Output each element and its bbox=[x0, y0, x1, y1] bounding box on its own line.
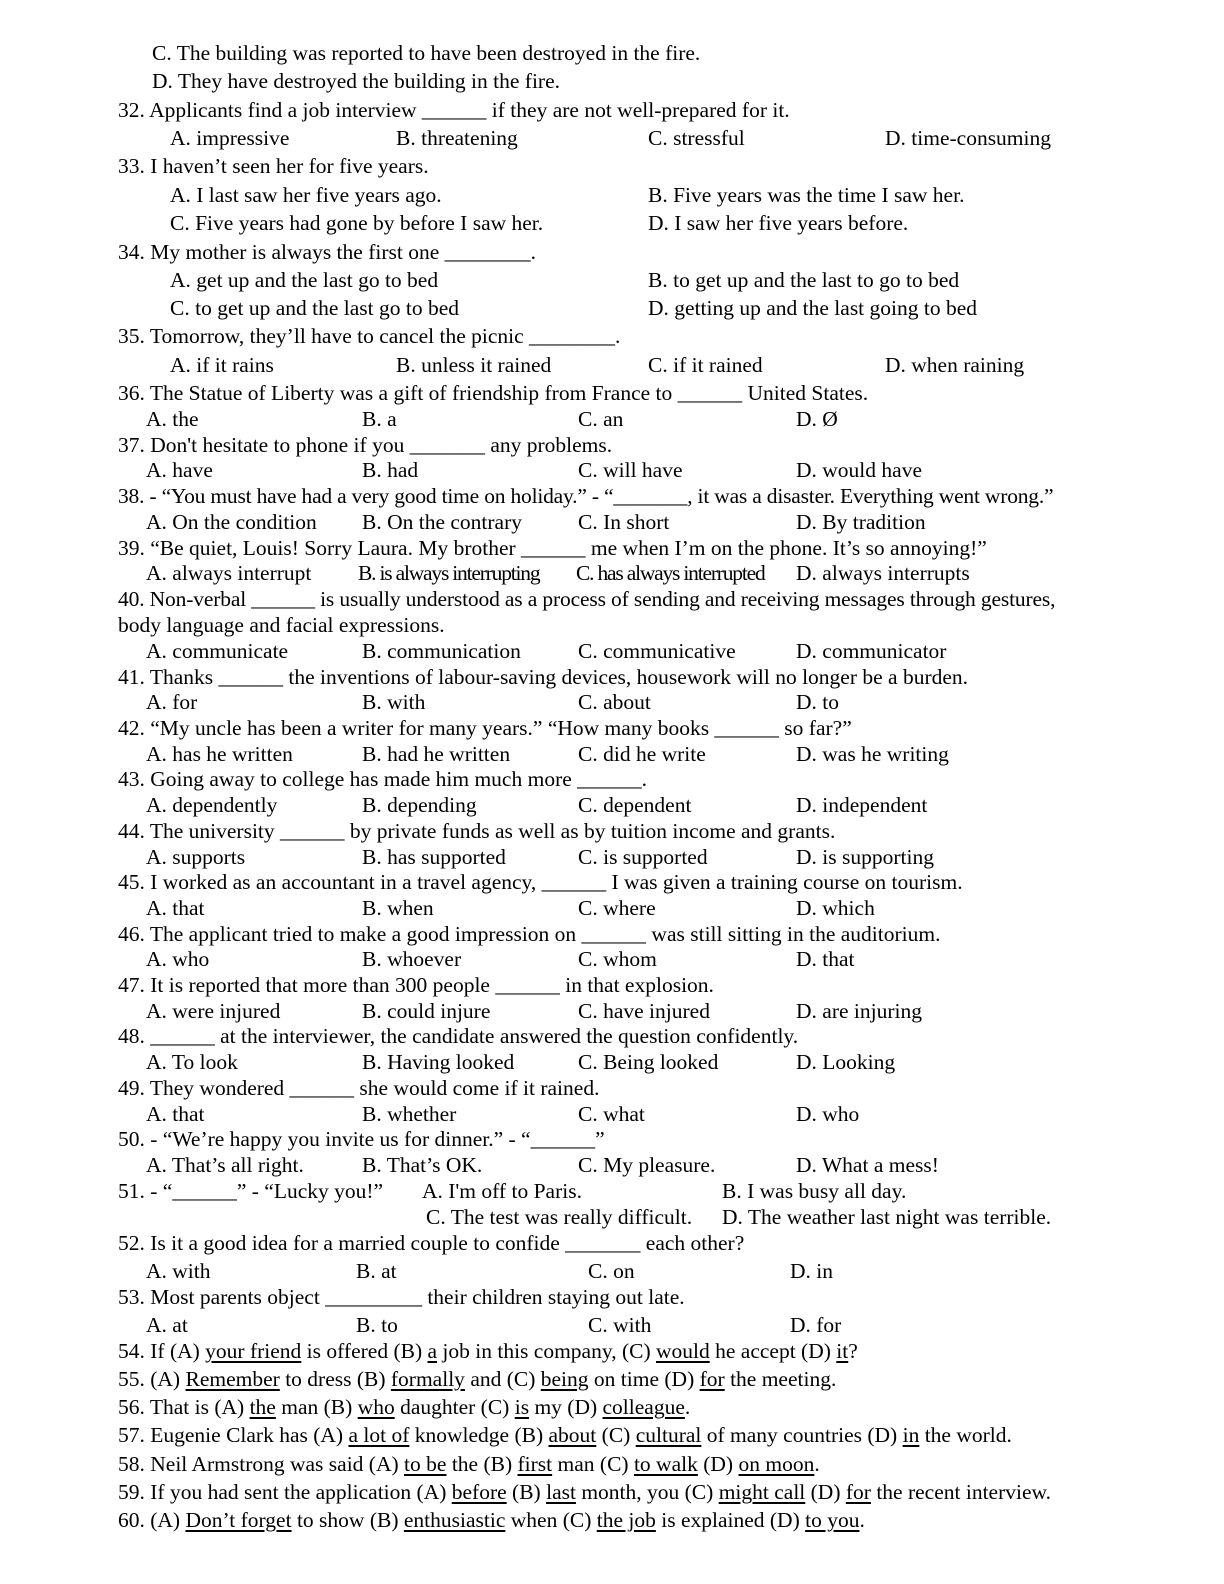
option-c: C. is supported bbox=[578, 845, 708, 869]
option-a: A. get up and the last go to bed bbox=[170, 268, 439, 292]
option-b: B. threatening bbox=[396, 126, 518, 150]
text: man (B) bbox=[275, 1395, 358, 1419]
option-a: A. That’s all right. bbox=[146, 1153, 304, 1177]
option-b: B. to bbox=[356, 1313, 398, 1337]
text: on time (D) bbox=[588, 1367, 700, 1391]
text: month, you (C) bbox=[575, 1480, 719, 1504]
text: of many countries (D) bbox=[701, 1423, 903, 1447]
question-51: 51. - “______” - “Lucky you!” bbox=[118, 1179, 384, 1203]
underlined-b: a bbox=[427, 1339, 438, 1363]
question-33: 33. I haven’t seen her for five years. bbox=[118, 154, 429, 178]
text: the (B) bbox=[446, 1452, 518, 1476]
option-c: C. an bbox=[578, 407, 624, 431]
underlined-d: in bbox=[902, 1423, 920, 1447]
question-41: 41. Thanks ______ the inventions of labour-saving devices, housework will no longer be a burden. bbox=[118, 665, 969, 689]
underlined-d: it bbox=[836, 1339, 849, 1363]
option-a: A. with bbox=[146, 1259, 211, 1283]
question-50: 50. - “We’re happy you invite us for dinner.” - “______” bbox=[118, 1127, 605, 1151]
question-44: 44. The university ______ by private funds as well as by tuition income and grants. bbox=[118, 819, 836, 843]
option-d: D. that bbox=[796, 947, 855, 971]
underlined-c: would bbox=[656, 1339, 710, 1363]
option-a: A. I'm off to Paris. bbox=[422, 1179, 582, 1203]
text: man (C) bbox=[552, 1452, 634, 1476]
question-51-row bbox=[0, 1178, 1224, 1204]
option-c: C. In short bbox=[578, 510, 670, 534]
options-42 bbox=[0, 741, 1224, 767]
text: (B) bbox=[506, 1480, 547, 1504]
text: my (D) bbox=[529, 1395, 603, 1419]
option-c: C. My pleasure. bbox=[578, 1153, 716, 1177]
question-46: 46. The applicant tried to make a good impression on ______ was still sitting in the auditorium. bbox=[118, 922, 941, 946]
option-b: B. Having looked bbox=[362, 1050, 515, 1074]
option-b: B. whether bbox=[362, 1102, 457, 1126]
option-b: B. had he written bbox=[362, 742, 511, 766]
option-c: C. if it rained bbox=[648, 353, 763, 377]
options-47 bbox=[0, 998, 1224, 1024]
option-b: B. depending bbox=[362, 793, 477, 817]
options-37 bbox=[0, 457, 1224, 483]
option-d: D. which bbox=[796, 896, 875, 920]
text: . bbox=[684, 1395, 691, 1419]
option-a: A. always interrupt bbox=[146, 561, 312, 585]
option-d: D. to bbox=[796, 690, 839, 714]
option-b: B. with bbox=[362, 690, 426, 714]
question-54 bbox=[118, 1338, 858, 1364]
options-33 bbox=[0, 210, 1224, 236]
options-33 bbox=[0, 182, 1224, 208]
options-43 bbox=[0, 792, 1224, 818]
option-b: B. whoever bbox=[362, 947, 462, 971]
options-49 bbox=[0, 1101, 1224, 1127]
underlined-b: first bbox=[517, 1452, 553, 1476]
option-b: B. On the contrary bbox=[362, 510, 523, 534]
option-a: A. To look bbox=[146, 1050, 238, 1074]
options-35 bbox=[0, 352, 1224, 378]
text: when (C) bbox=[505, 1508, 597, 1532]
option-a: A. at bbox=[146, 1313, 188, 1337]
text: to show (B) bbox=[291, 1508, 404, 1532]
text: 57. Eugenie Clark has (A) bbox=[118, 1423, 349, 1447]
option-a: A. the bbox=[146, 407, 199, 431]
option-d: D. when raining bbox=[885, 353, 1025, 377]
options-34 bbox=[0, 295, 1224, 321]
option-a: A. dependently bbox=[146, 793, 278, 817]
question-39: 39. “Be quiet, Louis! Sorry Laura. My brother ______ me when I’m on the phone. It’s so annoying!” bbox=[118, 536, 987, 560]
option-c-text: C. has always interrupted bbox=[576, 561, 765, 585]
options-45 bbox=[0, 895, 1224, 921]
option-d: D. always interrupts bbox=[796, 561, 970, 585]
option-b: B. at bbox=[356, 1259, 397, 1283]
option-d: D. The weather last night was terrible. bbox=[722, 1205, 1052, 1229]
text: job in this company, (C) bbox=[437, 1339, 656, 1363]
options-34 bbox=[0, 267, 1224, 293]
option-a: A. were injured bbox=[146, 999, 281, 1023]
text: knowledge (B) bbox=[409, 1423, 549, 1447]
text: 59. If you had sent the application (A) bbox=[118, 1480, 452, 1504]
options-41 bbox=[0, 689, 1224, 715]
question-38: 38. - “You must have had a very good time on holiday.” - “_______, it was a disaster. Everything went wrong.” bbox=[118, 484, 1054, 508]
text: (C) bbox=[596, 1423, 636, 1447]
option-c: C. dependent bbox=[578, 793, 692, 817]
question-59 bbox=[118, 1479, 1051, 1505]
text: is explained (D) bbox=[655, 1508, 806, 1532]
underlined-d: colleague bbox=[602, 1395, 685, 1419]
underlined-d: to you bbox=[805, 1508, 860, 1532]
options-36 bbox=[0, 406, 1224, 432]
options-50 bbox=[0, 1152, 1224, 1178]
question-60 bbox=[118, 1507, 865, 1533]
question-34: 34. My mother is always the first one ________. bbox=[118, 240, 537, 264]
text: (D) bbox=[805, 1480, 846, 1504]
option-d: D. are injuring bbox=[796, 999, 922, 1023]
options-44 bbox=[0, 844, 1224, 870]
option-a: A. who bbox=[146, 947, 210, 971]
option-c: C. Being looked bbox=[578, 1050, 719, 1074]
text: the meeting. bbox=[724, 1367, 837, 1391]
option-c: C. have injured bbox=[578, 999, 710, 1023]
underlined-d: on moon bbox=[738, 1452, 815, 1476]
option-b: B. when bbox=[362, 896, 434, 920]
text: daughter (C) bbox=[394, 1395, 515, 1419]
question-32: 32. Applicants find a job interview ______ if they are not well-prepared for it. bbox=[118, 98, 790, 122]
options-40 bbox=[0, 638, 1224, 664]
text: he accept (D) bbox=[709, 1339, 837, 1363]
option-d: D. Looking bbox=[796, 1050, 896, 1074]
option-c: C. will have bbox=[578, 458, 683, 482]
options-51 bbox=[0, 1204, 1224, 1230]
text: (D) bbox=[697, 1452, 739, 1476]
option-c: C. did he write bbox=[578, 742, 706, 766]
underlined-b: enthusiastic bbox=[403, 1508, 506, 1532]
option-c: C. The test was really difficult. bbox=[426, 1205, 693, 1229]
question-35: 35. Tomorrow, they’ll have to cancel the picnic ________. bbox=[118, 324, 621, 348]
option-d: D. Ø bbox=[796, 407, 838, 431]
underlined-b: who bbox=[357, 1395, 395, 1419]
question-53: 53. Most parents object _________ their children staying out late. bbox=[118, 1285, 685, 1309]
option-c: C. with bbox=[588, 1313, 652, 1337]
text: 56. That is (A) bbox=[118, 1395, 250, 1419]
text: the recent interview. bbox=[870, 1480, 1052, 1504]
underlined-a: Don’t forget bbox=[185, 1508, 292, 1532]
options-46 bbox=[0, 946, 1224, 972]
option-d: D. who bbox=[796, 1102, 860, 1126]
option-a: A. On the condition bbox=[146, 510, 317, 534]
underlined-d: for bbox=[845, 1480, 871, 1504]
option-a: A. has he written bbox=[146, 742, 293, 766]
option-d: D. I saw her five years before. bbox=[648, 211, 909, 235]
option-a: A. for bbox=[146, 690, 198, 714]
option-b: B. Five years was the time I saw her. bbox=[648, 183, 965, 207]
text: 55. (A) bbox=[118, 1367, 186, 1391]
underlined-c: being bbox=[540, 1367, 589, 1391]
option-b: B. could injure bbox=[362, 999, 491, 1023]
option-b: B. a bbox=[362, 407, 397, 431]
option-d: D. for bbox=[790, 1313, 842, 1337]
text: ? bbox=[848, 1339, 858, 1363]
option-b: B. unless it rained bbox=[396, 353, 552, 377]
option-a: A. have bbox=[146, 458, 213, 482]
underlined-c: the job bbox=[596, 1508, 656, 1532]
underlined-c: is bbox=[514, 1395, 530, 1419]
text: the world. bbox=[919, 1423, 1012, 1447]
option-c: C. about bbox=[578, 690, 651, 714]
option-line: D. They have destroyed the building in the fire. bbox=[152, 69, 560, 93]
option-d: D. in bbox=[790, 1259, 833, 1283]
question-45: 45. I worked as an accountant in a travel agency, ______ I was given a training course on tourism. bbox=[118, 870, 963, 894]
option-b: B. That’s OK. bbox=[362, 1153, 483, 1177]
underlined-a: before bbox=[451, 1480, 507, 1504]
underlined-a: the bbox=[249, 1395, 276, 1419]
underlined-b: formally bbox=[390, 1367, 465, 1391]
underlined-c: cultural bbox=[635, 1423, 702, 1447]
question-36: 36. The Statue of Liberty was a gift of friendship from France to ______ United States. bbox=[118, 381, 869, 405]
option-d: D. getting up and the last going to bed bbox=[648, 296, 978, 320]
options-39 bbox=[0, 560, 1224, 586]
option-c: C. communicative bbox=[578, 639, 736, 663]
question-52: 52. Is it a good idea for a married couple to confide _______ each other? bbox=[118, 1231, 745, 1255]
option-line: C. The building was reported to have been destroyed in the fire. bbox=[152, 41, 701, 65]
option-c: C. to get up and the last go to bed bbox=[170, 296, 460, 320]
text: . bbox=[859, 1508, 865, 1532]
option-b: B. I was busy all day. bbox=[722, 1179, 907, 1203]
text: 60. (A) bbox=[118, 1508, 186, 1532]
option-c bbox=[576, 560, 765, 586]
question-56 bbox=[118, 1394, 690, 1420]
option-b: B. communication bbox=[362, 639, 521, 663]
option-d: D. was he writing bbox=[796, 742, 949, 766]
underlined-c: might call bbox=[718, 1480, 806, 1504]
option-c: C. what bbox=[578, 1102, 645, 1126]
question-40: 40. Non-verbal ______ is usually understood as a process of sending and receiving messages through gestures, bbox=[118, 587, 1056, 611]
option-d: D. is supporting bbox=[796, 845, 934, 869]
option-a: A. if it rains bbox=[170, 353, 274, 377]
option-a: A. communicate bbox=[146, 639, 289, 663]
option-c: C. stressful bbox=[648, 126, 745, 150]
question-55 bbox=[118, 1366, 836, 1392]
option-a: A. that bbox=[146, 1102, 205, 1126]
options-32 bbox=[0, 125, 1224, 151]
question-43: 43. Going away to college has made him much more ______. bbox=[118, 767, 648, 791]
option-d: D. What a mess! bbox=[796, 1153, 939, 1177]
option-b bbox=[358, 560, 539, 586]
text: and (C) bbox=[464, 1367, 541, 1391]
options-38 bbox=[0, 509, 1224, 535]
text: to dress (B) bbox=[279, 1367, 391, 1391]
underlined-b: about bbox=[548, 1423, 597, 1447]
text: 58. Neil Armstrong was said (A) bbox=[118, 1452, 405, 1476]
text: is offered (B) bbox=[301, 1339, 428, 1363]
underlined-b: last bbox=[546, 1480, 576, 1504]
option-c: C. where bbox=[578, 896, 656, 920]
question-58 bbox=[118, 1451, 820, 1477]
option-d: D. independent bbox=[796, 793, 928, 817]
underlined-d: for bbox=[699, 1367, 725, 1391]
option-a: A. supports bbox=[146, 845, 246, 869]
underlined-a: to be bbox=[404, 1452, 447, 1476]
option-d: D. time-consuming bbox=[885, 126, 1052, 150]
question-40-cont: body language and facial expressions. bbox=[118, 613, 445, 637]
option-b: B. had bbox=[362, 458, 419, 482]
option-b: B. to get up and the last to go to bed bbox=[648, 268, 960, 292]
options-52 bbox=[0, 1258, 1224, 1284]
option-c: C. whom bbox=[578, 947, 657, 971]
text: 54. If (A) bbox=[118, 1339, 206, 1363]
question-48: 48. ______ at the interviewer, the candidate answered the question confidently. bbox=[118, 1024, 799, 1048]
question-49: 49. They wondered ______ she would come if it rained. bbox=[118, 1076, 600, 1100]
options-53 bbox=[0, 1312, 1224, 1338]
option-d: D. would have bbox=[796, 458, 922, 482]
question-47: 47. It is reported that more than 300 people ______ in that explosion. bbox=[118, 973, 714, 997]
text: . bbox=[814, 1452, 820, 1476]
option-d: D. communicator bbox=[796, 639, 947, 663]
underlined-a: your friend bbox=[205, 1339, 302, 1363]
option-a: A. that bbox=[146, 896, 205, 920]
option-b: B. has supported bbox=[362, 845, 506, 869]
underlined-a: a lot of bbox=[348, 1423, 410, 1447]
underlined-c: to walk bbox=[633, 1452, 698, 1476]
underlined-a: Remember bbox=[185, 1367, 280, 1391]
question-37: 37. Don't hesitate to phone if you _______ any problems. bbox=[118, 433, 613, 457]
option-d: D. By tradition bbox=[796, 510, 926, 534]
option-a: A. I last saw her five years ago. bbox=[170, 183, 442, 207]
option-b-text: B. is always interrupting bbox=[358, 561, 540, 585]
option-c: C. Five years had gone by before I saw her. bbox=[170, 211, 544, 235]
option-a: A. impressive bbox=[170, 126, 290, 150]
question-57 bbox=[118, 1422, 1012, 1448]
question-42: 42. “My uncle has been a writer for many years.” “How many books ______ so far?” bbox=[118, 716, 852, 740]
options-48 bbox=[0, 1049, 1224, 1075]
option-c: C. on bbox=[588, 1259, 635, 1283]
